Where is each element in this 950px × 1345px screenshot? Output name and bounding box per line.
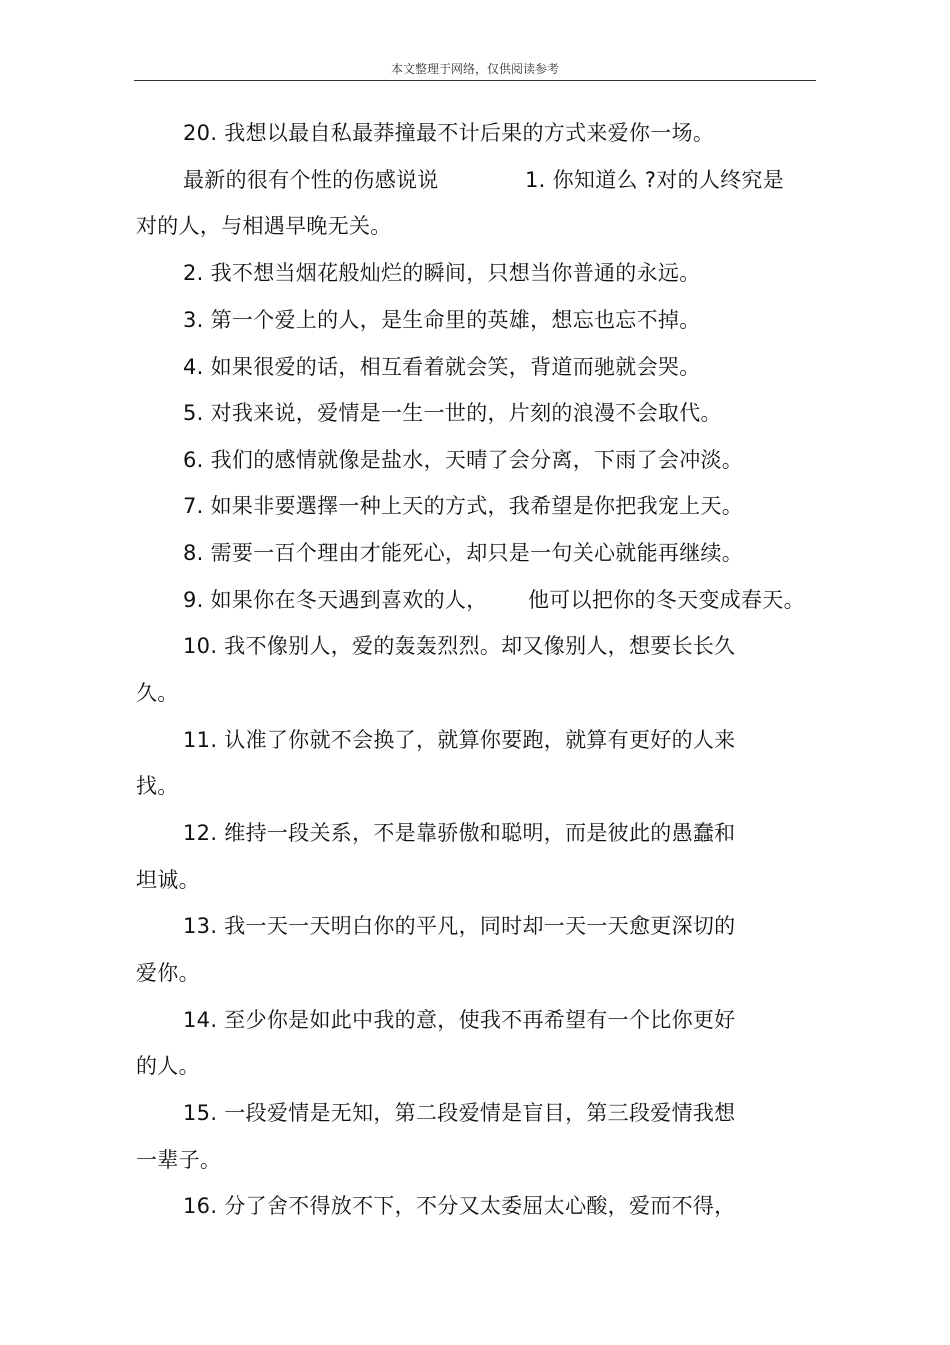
paragraph-line: 找。 bbox=[136, 774, 179, 798]
paragraph-line: 14. 至少你是如此中我的意，使我不再希望有一个比你更好 bbox=[183, 1008, 736, 1032]
paragraph-line: 2. 我不想当烟花般灿烂的瞬间，只想当你普通的永远。 bbox=[183, 261, 701, 285]
paragraph-line: 11. 认准了你就不会换了，就算你要跑，就算有更好的人来 bbox=[183, 728, 736, 752]
paragraph-line: 5. 对我来说，爱情是一生一世的，片刻的浪漫不会取代。 bbox=[183, 401, 722, 425]
paragraph-line: 9. 如果你在冬天遇到喜欢的人， bbox=[183, 588, 488, 612]
paragraph-line: 他可以把你的冬天变成春天。 bbox=[528, 588, 805, 612]
paragraph-line: 爱你。 bbox=[136, 961, 200, 985]
paragraph-line: 20. 我想以最自私最莽撞最不计后果的方式来爱你一场。 bbox=[183, 121, 715, 145]
paragraph-line: 久。 bbox=[136, 681, 179, 705]
paragraph-line: 8. 需要一百个理由才能死心，却只是一句关心就能再继续。 bbox=[183, 541, 744, 565]
paragraph-line: 4. 如果很爱的话，相互看着就会笑，背道而驰就会哭。 bbox=[183, 355, 701, 379]
paragraph-line: 一辈子。 bbox=[136, 1148, 222, 1172]
section-heading: 最新的很有个性的伤感说说 bbox=[183, 168, 439, 192]
page-header-note: 本文整理于网络，仅供阅读参考 bbox=[390, 62, 559, 76]
paragraph-line: 6. 我们的感情就像是盐水，天晴了会分离，下雨了会冲淡。 bbox=[183, 448, 744, 472]
paragraph-line: 12. 维持一段关系，不是靠骄傲和聪明，而是彼此的愚蠢和 bbox=[183, 821, 736, 845]
paragraph-line: 7. 如果非要選擇一种上天的方式，我希望是你把我宠上天。 bbox=[183, 494, 744, 518]
paragraph-line: 坦诚。 bbox=[136, 868, 200, 892]
paragraph-line: 的人。 bbox=[136, 1054, 200, 1078]
paragraph-line: 对的人，与相遇早晚无关。 bbox=[136, 214, 392, 238]
paragraph-line: 3. 第一个爱上的人，是生命里的英雄，想忘也忘不掉。 bbox=[183, 308, 701, 332]
paragraph-line: 13. 我一天一天明白你的平凡，同时却一天一天愈更深切的 bbox=[183, 914, 736, 938]
paragraph-line: 15. 一段爱情是无知，第二段爱情是盲目，第三段爱情我想 bbox=[183, 1101, 736, 1125]
paragraph-line: 10. 我不像别人，爱的轰轰烈烈。却又像别人，想要长长久 bbox=[183, 634, 736, 658]
paragraph-line: 1. 你知道么 ?对的人终究是 bbox=[525, 168, 785, 192]
paragraph-line: 16. 分了舍不得放不下，不分又太委屈太心酸，爱而不得， bbox=[183, 1194, 736, 1218]
